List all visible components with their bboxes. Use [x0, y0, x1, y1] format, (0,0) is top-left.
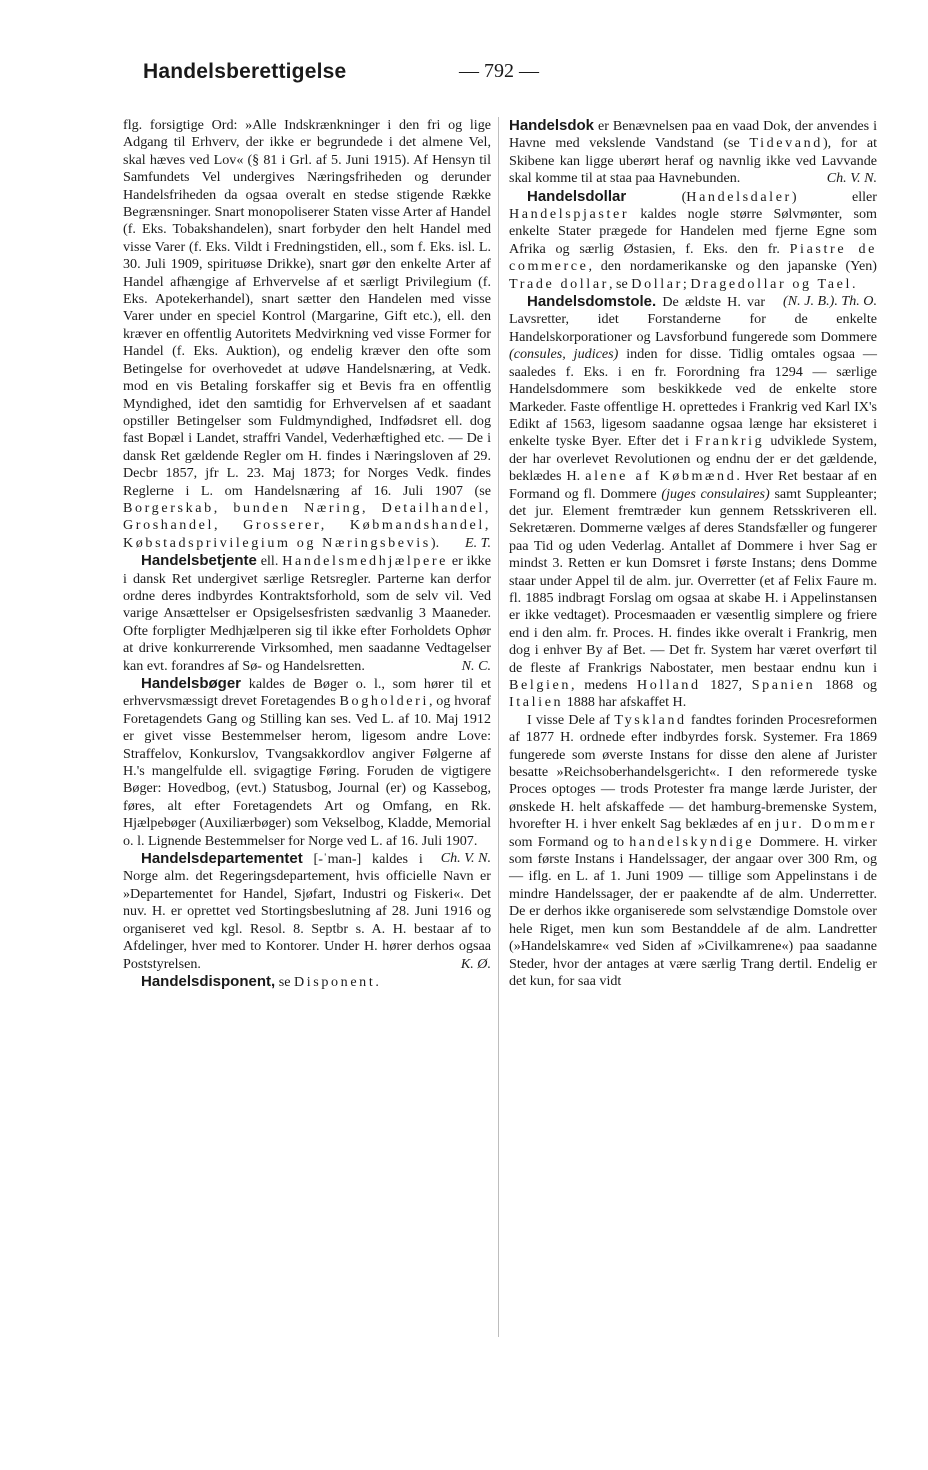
- headword: Handelsdepartementet: [141, 850, 303, 868]
- headword: Handelsdomstole.: [527, 293, 657, 311]
- body-text: I visse Dele af: [527, 711, 611, 728]
- page-number: — 792 —: [459, 60, 539, 82]
- headword: Handelsdok: [509, 117, 595, 134]
- spaced-term: Frankrig: [694, 433, 765, 450]
- cross-reference: Borgerskab, bunden Næring, Detailhandel, Groshandel, Grosserer, Købmandshandel, Købstadsprivilegium og Næringsbevis: [123, 499, 491, 551]
- cross-reference: Dollar: [631, 275, 683, 292]
- body-text: ;: [682, 275, 687, 292]
- headword: Handelsbøger: [141, 675, 242, 692]
- body-text: 1827,: [710, 677, 743, 693]
- headword: Handelsdisponent,: [141, 972, 276, 990]
- body-text: fandtes forinden Procesreformen af 1877 H. ordnede efter indbyrdes forsk. Systemer. Fra 1869 fungerede som øverste Instans for disse den alene af Jurister besatte »Reichsoberhandelsgericht«. I den reformerede tyske Proces optoges — trods Protester fra mange lærde Jurister, der ønskede H. helt afskaffede — det hamburg-bremenske System, hvorefter H. i hver enkelt Sag beklædes af en: [509, 711, 877, 833]
- entry-handelsdok: [509, 117, 877, 188]
- spaced-term: Tyskland: [614, 711, 687, 728]
- body-text: ), for at Skibene kan ligge uberørt heraf og navnlig ikke ved Lavvande skal komme til at staa paa Havnebunden.: [509, 135, 877, 187]
- page-header: [143, 60, 783, 90]
- body-text: se: [278, 973, 291, 990]
- cross-reference: Dragedollar og Tael: [690, 275, 852, 292]
- entry-handelsdepartementet: [123, 850, 491, 973]
- body-text: .: [852, 275, 856, 292]
- spaced-term: Piastre de commerce: [509, 240, 878, 275]
- spaced-term: Belgien: [509, 677, 572, 693]
- headword: Handelsdollar: [527, 187, 627, 205]
- cross-reference: Disponent: [294, 973, 376, 990]
- author-signature: E. T.: [465, 534, 491, 551]
- italic-term: (juges consulaires): [661, 485, 770, 502]
- entry-handelsdomstole: [509, 293, 877, 712]
- column-divider: [498, 117, 499, 1337]
- body-text: ) eller: [791, 188, 877, 205]
- spaced-term: handelskyndige: [629, 833, 755, 850]
- body-text: som Formand og to: [509, 833, 625, 850]
- body-text: kaldes de Bøger o. l., som hører til et erhvervsmæssigt drevet Foretagendes: [123, 676, 491, 710]
- spaced-term: Holland: [637, 677, 701, 693]
- body-text: kaldes nogle større Sølvmønter, som enkelte Stater prægede for Handelen med fjerne Egne som Afrika og særlig Østasien, f. Eks. den fr.: [509, 206, 877, 257]
- italic-term: (consules, judices): [509, 346, 619, 363]
- author-signature: Ch. V. N.: [826, 170, 877, 187]
- body-text: , medens: [571, 677, 628, 693]
- cross-reference: Tidevand: [749, 135, 823, 152]
- body-text: 1868 og: [825, 677, 877, 693]
- body-text: inden for disse. Tidlig omtales ogsaa — saaledes f. Eks. i en fr. Forordning fra 1294 — særlige Handelsdommere som beskikkede ved de enkelte store Markeder. Faste offentlige H. oprettedes i Frankrig ved Karl IX's Edikt af 1563, ligesom saadanne ogsaa længe har eksisteret i enkelte tyske Byer. Efter det i: [509, 346, 877, 450]
- spaced-term: Handelsmedhjælpere: [282, 553, 449, 570]
- body-text: De ældste H. var Lavsretter, idet Forstanderne for de enkelte Handelskorporationer og Lavsforbund fungerede som Dommere: [509, 294, 877, 345]
- spaced-term: Handelspjaster: [509, 206, 630, 223]
- spaced-term: alene af Købmænd: [585, 468, 737, 485]
- author-signature: Ch. V. N.: [440, 850, 491, 867]
- headword: Handelsbetjente: [141, 552, 257, 570]
- running-head: Handelsberettigelse: [143, 60, 347, 83]
- author-signature: N. C.: [461, 657, 491, 674]
- spaced-term: Spanien: [751, 677, 816, 693]
- spaced-term: Trade dollar: [509, 275, 609, 292]
- body-text: (: [681, 188, 687, 205]
- cross-reference: Bogholderi: [339, 693, 429, 710]
- spaced-term: Handelsdaler: [686, 188, 792, 205]
- right-column: [509, 117, 877, 990]
- body-text: [-ˈman-] kaldes i Norge alm. det Regeringsdepartement, hvis officielle Navn er »Departementet for Handel, Sjøfart, Industri og Fiskeri«. Det nuv. H. er oprettet ved Stortingsbeslutning af 28. Juni 1916 og organiseret ved kgl. Resol. 8. Septbr s. A. H. bestaar af to Afdelinger, hver med to Kontorer. Under H. hører derhos ogsaa Poststyrelsen.: [123, 851, 491, 972]
- body-text: 1888 har afskaffet H.: [566, 694, 687, 711]
- entry-handelsdomstole-tyskland: [509, 712, 877, 991]
- body-text: er ikke i dansk Ret undergivet særlige Retsregler. Parterne kan derfor ordne deres indbyrdes Kontraktsforhold, som de selv vil. Ved varige Ansættelser er Opsigelsesfristen sædvanlig 3 Maaneder. Ofte forpligter Medhjælperen sig til ikke efter Forholdets Ophør at drive konkurrerende Virksomhed, men saadanne Vedtagelser kan evt. forandres af Sø- og Handelsretten.: [123, 553, 491, 674]
- spaced-term: Italien: [509, 694, 564, 711]
- left-column: [123, 117, 491, 991]
- body-text: flg. forsigtige Ord: »Alle Indskrænkninger i den fri og lige Adgang til Erhverv, der ikke er begrundede i det almene Vel, skal hæves ved Lov« (§ 81 i Grl. af 5. Juni 1915). Af Hensyn til Samfundets Vel undergives Næringsfriheden og derunder Handelsfriheden da ogsaa overalt en stedse stigende Række Begrænsninger. Snart monopoliserer Staten visse Arter af Handel (f. Eks. Tobakshandelen), snart forbyder den helt Handel med visse Varer (f. Eks. Vildt i Fredningstiden, ell., som f. Eks. isl. L. 30. Juli 1909, spirituøse Drikke), snart gør den enkelte Arter af Handel afhængige af Erhvervelse af et særligt Privilegium (f. Eks. Apotekerhandel), snart sætter den Handelen med visse Varer under en speciel Kontrol (Margarine, Gift etc.), ell. den kræver en offentlig Autoritets Medvirkning ved visse Former for Handel (f. Eks. Auktion), og endelig kræver den ofte som Betingelse for overhovedet at udøve Handelsnæring, at Vedk. mod en vis Betaling forskaffer sig et Bevis fra en offentlig Myndighed, idet den samtidig for Erhvervelsen af et saadant opstiller Betingelser som Fuldmyndighed, Indfødsret ell. dog fast Bopæl i Landet, straffri Vandel, Vederhæftighed etc. — De i dansk Ret gældende Regler om H. findes i Næringsloven af 29. Decbr 1857, jfr L. 23. Maj 1873; for Norges Vedk. findes Reglerne i L. om Handelsnæring af 16. Juli 1907 (se: [123, 117, 491, 499]
- body-text: . Hver Ret bestaar af en Formand og fl. Dommere: [509, 468, 877, 502]
- body-text: .: [375, 973, 379, 990]
- spaced-term: jur. Dommer: [775, 816, 877, 833]
- author-signature: (N. J. B.). Th. O.: [783, 293, 877, 310]
- body-text: , den nordamerikanske og den japanske (Yen): [588, 258, 877, 275]
- body-text: , se: [608, 275, 628, 292]
- body-text: er Benævnelsen paa en vaad Dok, der anvendes i Havne med vekslende Vandstand (se: [509, 118, 877, 152]
- body-text: , og hvoraf Foretagendets Gang og Stilling kan ses. Ved L. af 10. Maj 1912 er givet visse Bestemmelser herom, ligesom andre Love: Straffelov, Konkurslov, Tvangsakkordlov angiver Følgerne af H.'s mangelfulde ell. svigagtige Føring. Foruden de vigtigere Bøger: Hovedbog, (evt.) Statusbog, Journal (er) og Kassebog, føres, alt efter Foretagendets Art og Omfang, en Rk. Hjælpebøger (Auxiliærbøger) som Vekselbog, Kladde, Memorial o. l. Lignende Bestemmelser for Norge ved L. af 16. Juli 1907.: [123, 693, 491, 849]
- entry-handelsdisponent: [123, 973, 491, 991]
- entry-handelsberettigelse-cont: [123, 117, 491, 552]
- body-text: samt Suppleanter; det jur. Element fremtræder kun gennem Retsskriveren ell. Sekretæren. Dommerne vælges af deres Standsfæller og fungerer paa Tid og uden Vederlag. Antallet af Dommere i hver Sag er mindst 3. Retten er kun Domsret i første Instans; dens Domme staar under Appel til de alm. jur. Overretter (et af Felix Faure m. fl. 1885 indbragt Forslag om ogsaa at skabe H. i Appelinstansen er ikke vedtaget). Procesmaaden er væsentlig simplere og friere end i den alm. fr. Proces. H. findes ikke overalt i Frankrig, men dog i enhver By af Bet. — Det fr. System har været overført til de fleste af Frankrigs Nabostater, men bestaar endnu kun i: [509, 485, 878, 676]
- body-text: udviklede System, der har overlevet Revolutionen og endnu der er det gældende, beklædes H.: [509, 433, 877, 485]
- entry-handelsbetjente: [123, 552, 491, 675]
- body-text: Dommere. H. virker som første Instans i Handelssager, der angaar over 300 Rm, og — iflg. en L. af 1. Juni 1909 — tillige som Appelinstans i de mindre Handelssager, der er paakendte af de alm. Underretter. De er derhos ikke organiserede som selvstændige Domstole over hele Riget, men kun som Bestanddele af de alm. Landretter (»Handelskamre« ved Siden af »Civilkamrene«) paa saadanne Steder, hvor der antages at være særlig Trang dertil. Endelig er det kun, for saa vidt: [509, 833, 878, 989]
- body-text: ell.: [260, 553, 279, 570]
- author-signature: K. Ø.: [460, 955, 491, 972]
- body-text: ).: [430, 534, 440, 551]
